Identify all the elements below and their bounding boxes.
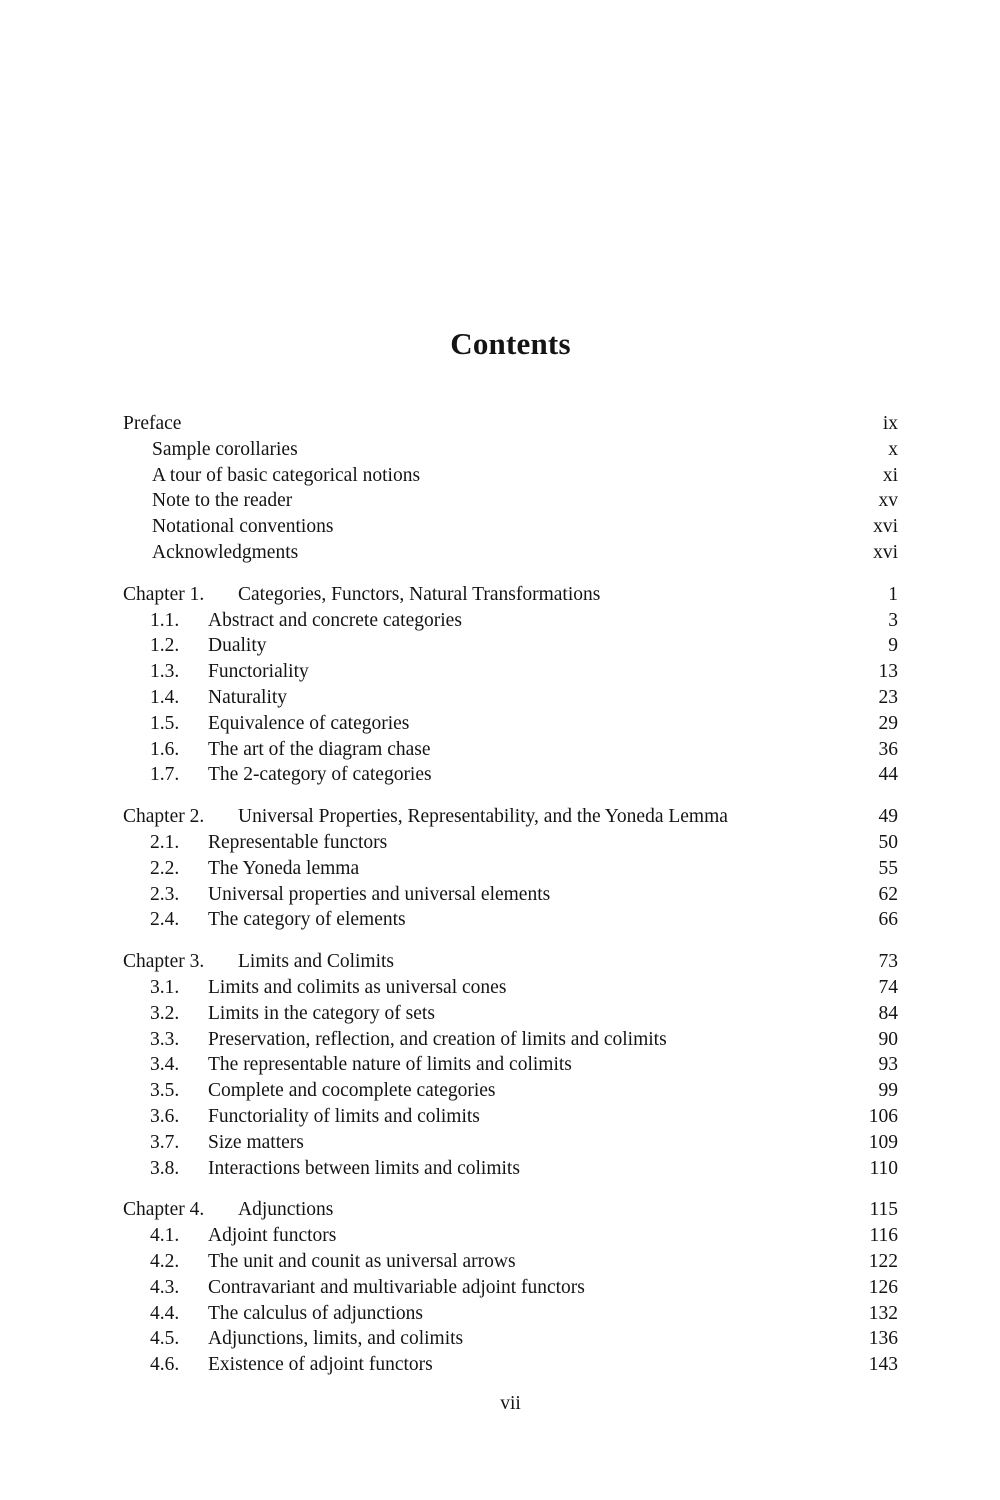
toc-section-chapter-2 (123, 804, 898, 933)
toc-entry-number: 2.2. (150, 857, 180, 879)
toc-entry-text (150, 882, 550, 908)
toc-entry-label: Existence of adjoint functors (208, 1354, 433, 1376)
toc-entry-page: 84 (878, 1002, 898, 1024)
toc-entry-text (152, 463, 420, 489)
toc-entry-page: xv (878, 490, 898, 512)
toc-entry-page: 49 (878, 806, 898, 828)
toc-entry (123, 1052, 898, 1078)
toc-entry-text (150, 1104, 480, 1130)
toc-entry (123, 1156, 898, 1182)
toc-entry-label: Adjunctions, limits, and colimits (208, 1328, 464, 1350)
toc-entry-number: 4.6. (150, 1354, 180, 1376)
toc-entry-number: 3.4. (150, 1054, 180, 1076)
toc-entry-text (150, 1275, 585, 1301)
toc-entry-label: Limits and colimits as universal cones (208, 976, 507, 998)
toc-entry-text (123, 804, 728, 830)
toc-entry-label: The category of elements (208, 909, 406, 931)
toc-entry-text (150, 737, 431, 763)
toc-entry-page: 23 (878, 686, 898, 708)
toc-entry-text (123, 411, 181, 437)
toc-entry-page: 136 (868, 1328, 898, 1350)
toc-entry (123, 737, 898, 763)
toc-entry-label: Contravariant and multivariable adjoint functors (208, 1276, 585, 1298)
toc-heading-entry (123, 949, 898, 975)
toc-entry-label: The art of the diagram chase (208, 738, 431, 760)
toc-entry (123, 1078, 898, 1104)
toc-entry-number: 1.3. (150, 661, 180, 683)
toc-entry-label: Acknowledgments (152, 541, 299, 563)
toc-entry-page: xvi (873, 516, 898, 538)
toc-entry-label: Adjoint functors (208, 1225, 337, 1247)
toc-entry-text (150, 856, 359, 882)
toc-entry-number: 4.1. (150, 1225, 180, 1247)
toc-entry-label: Functoriality of limits and colimits (208, 1105, 480, 1127)
toc-entry-label: The 2-category of categories (208, 764, 432, 786)
toc-entry-number: 1.2. (150, 635, 180, 657)
toc-section-front-matter (123, 411, 898, 566)
page-title: Contents (450, 326, 571, 361)
toc-entry-text (123, 1197, 333, 1223)
toc-entry-label: Equivalence of categories (208, 712, 410, 734)
toc-heading-entry (123, 582, 898, 608)
toc-entry (123, 1027, 898, 1053)
toc-entry-page: 110 (869, 1157, 898, 1179)
toc-entry-number: 1.4. (150, 686, 180, 708)
toc-section-chapter-4 (123, 1197, 898, 1378)
toc-entry (123, 975, 898, 1001)
toc-entry-label: Universal Properties, Representability, and the Yoneda Lemma (238, 806, 728, 828)
toc-entry-label: Representable functors (208, 831, 388, 853)
toc-entry-label: The unit and counit as universal arrows (208, 1250, 516, 1272)
toc-entry (123, 1130, 898, 1156)
toc-entry-page: 109 (868, 1131, 898, 1153)
toc-entry-number: 3.5. (150, 1080, 180, 1102)
toc-entry-number: Chapter 2. (123, 806, 205, 828)
toc-entry-text (123, 949, 394, 975)
toc-entry-label: Functoriality (208, 661, 309, 683)
toc-entry-number: 3.1. (150, 976, 180, 998)
toc-entry-page: 36 (878, 738, 898, 760)
toc-entry-label: Complete and cocomplete categories (208, 1080, 496, 1102)
toc-entry (123, 762, 898, 788)
toc-entry-label: Adjunctions (238, 1199, 334, 1221)
toc-entry-text (150, 1001, 435, 1027)
toc-entry-label: Size matters (208, 1131, 304, 1153)
toc-entry-label: Naturality (208, 686, 288, 708)
toc-entry-text (150, 608, 462, 634)
toc-entry-page: 115 (869, 1199, 898, 1221)
toc-entry (123, 437, 898, 463)
toc-entry-label: Abstract and concrete categories (208, 609, 462, 631)
toc-entry-page: 99 (878, 1080, 898, 1102)
toc-entry-text (123, 582, 600, 608)
toc-entry-page: 50 (878, 831, 898, 853)
toc-entry-text (150, 1052, 572, 1078)
toc-entry-page: 13 (878, 661, 898, 683)
toc-entry-text (150, 633, 267, 659)
toc-entry (123, 1275, 898, 1301)
toc-entry-number: 1.5. (150, 712, 180, 734)
toc-entry-text (150, 711, 409, 737)
toc-entry (123, 540, 898, 566)
toc-entry (123, 1104, 898, 1130)
toc-entry-label: The representable nature of limits and colimits (208, 1054, 572, 1076)
toc-entry-label: The Yoneda lemma (208, 857, 360, 879)
toc-entry-number: 2.1. (150, 831, 180, 853)
toc-entry (123, 882, 898, 908)
toc-entry-text (150, 1223, 336, 1249)
toc-entry-number: 4.4. (150, 1302, 180, 1324)
toc-entry-page: ix (882, 413, 898, 434)
toc-entry (123, 608, 898, 634)
toc-entry-page: 93 (878, 1054, 898, 1076)
toc-entry-text (150, 830, 387, 856)
toc-entry-label: Notational conventions (152, 516, 334, 538)
toc-entry (123, 1326, 898, 1352)
toc-entry-text (152, 540, 298, 566)
toc-entry-text (150, 1130, 304, 1156)
toc-heading-entry (123, 804, 898, 830)
toc-entry-text (150, 975, 506, 1001)
toc-entry-number: 4.2. (150, 1250, 180, 1272)
toc-entry-text (150, 1027, 667, 1053)
toc-entry-text (150, 1156, 520, 1182)
toc-entry-number: 2.3. (150, 883, 180, 905)
toc-entry-text (150, 659, 309, 685)
toc-entry (123, 856, 898, 882)
toc-entry-text (152, 488, 292, 514)
toc-heading-entry (123, 1197, 898, 1223)
toc-entry-label: Duality (208, 635, 267, 657)
toc-entry-label: Categories, Functors, Natural Transformations (238, 583, 601, 605)
toc-entry (123, 1001, 898, 1027)
toc-entry-label: Interactions between limits and colimits (208, 1157, 520, 1179)
toc-entry-text (152, 514, 333, 540)
toc-entry-text (150, 907, 406, 933)
toc-entry-label: Limits in the category of sets (208, 1002, 435, 1024)
toc-entry-number: 4.3. (150, 1276, 180, 1298)
toc-entry (123, 1301, 898, 1327)
toc-entry-number: 1.6. (150, 738, 180, 760)
toc-entry (123, 711, 898, 737)
toc-entry-text (150, 1326, 463, 1352)
toc-entry (123, 1223, 898, 1249)
toc-entry-number: Chapter 4. (123, 1199, 205, 1221)
toc-entry (123, 514, 898, 540)
toc-entry-page: 73 (878, 951, 898, 973)
toc-entry-page: 44 (878, 764, 898, 786)
toc-entry (123, 1352, 898, 1378)
toc-section-chapter-3 (123, 949, 898, 1181)
toc-entry-number: 3.3. (150, 1028, 180, 1050)
toc-entry-label: A tour of basic categorical notions (152, 464, 421, 486)
toc-entry-page: 29 (878, 712, 898, 734)
toc-entry-text (150, 762, 432, 788)
toc-entry-page: 55 (878, 857, 898, 879)
toc-entry (123, 1249, 898, 1275)
toc-entry (123, 659, 898, 685)
toc-entry-text (150, 1352, 433, 1378)
toc-entry-label: Universal properties and universal elements (208, 883, 551, 905)
toc-entry-text (150, 1249, 516, 1275)
toc-entry (123, 830, 898, 856)
toc-heading-entry (123, 411, 898, 437)
toc-entry-number: Chapter 3. (123, 951, 205, 973)
toc-entry (123, 633, 898, 659)
toc-entry-page: 90 (878, 1028, 898, 1050)
toc-entry-label: Preface (123, 413, 182, 434)
toc-entry-number: 3.7. (150, 1131, 180, 1153)
toc-entry-text (150, 1078, 496, 1104)
toc-entry-page: 116 (869, 1225, 898, 1247)
toc (123, 411, 898, 1378)
toc-entry-label: Preservation, reflection, and creation of limits and colimits (208, 1028, 667, 1050)
toc-entry-number: 1.1. (150, 609, 180, 631)
toc-entry (123, 907, 898, 933)
toc-entry-text (150, 1301, 423, 1327)
toc-entry-page: 122 (868, 1250, 898, 1272)
toc-entry-page: 126 (868, 1276, 898, 1298)
toc-entry-number: 3.6. (150, 1105, 180, 1127)
toc-entry-page: 3 (888, 609, 898, 631)
toc-entry-label: Sample corollaries (152, 438, 298, 460)
toc-entry-page: 9 (888, 635, 898, 657)
toc-entry-page: xvi (873, 541, 898, 563)
toc-entry-page: xi (882, 464, 898, 486)
toc-entry-label: Note to the reader (152, 490, 293, 512)
toc-entry-page: 66 (878, 909, 898, 931)
toc-entry-page: 74 (878, 976, 898, 998)
toc-entry (123, 488, 898, 514)
toc-entry-label: Limits and Colimits (238, 951, 395, 973)
toc-entry-text (152, 437, 298, 463)
toc-entry (123, 463, 898, 489)
toc-entry-text (150, 685, 287, 711)
toc-entry-page: 143 (868, 1354, 898, 1376)
toc-entry-number: 4.5. (150, 1328, 180, 1350)
toc-entry-page: 132 (868, 1302, 898, 1324)
toc-entry (123, 685, 898, 711)
toc-entry-label: The calculus of adjunctions (208, 1302, 423, 1324)
toc-section-chapter-1 (123, 582, 898, 788)
toc-entry-page: x (888, 438, 898, 460)
toc-entry-page: 106 (868, 1105, 898, 1127)
toc-entry-number: 1.7. (150, 764, 180, 786)
toc-entry-number: 3.8. (150, 1157, 180, 1179)
toc-entry-number: 3.2. (150, 1002, 180, 1024)
toc-entry-page: 1 (888, 583, 898, 605)
toc-entry-page: 62 (878, 883, 898, 905)
toc-entry-number: Chapter 1. (123, 583, 205, 605)
page-number-footer: vii (500, 1392, 521, 1414)
toc-entry-number: 2.4. (150, 909, 180, 931)
